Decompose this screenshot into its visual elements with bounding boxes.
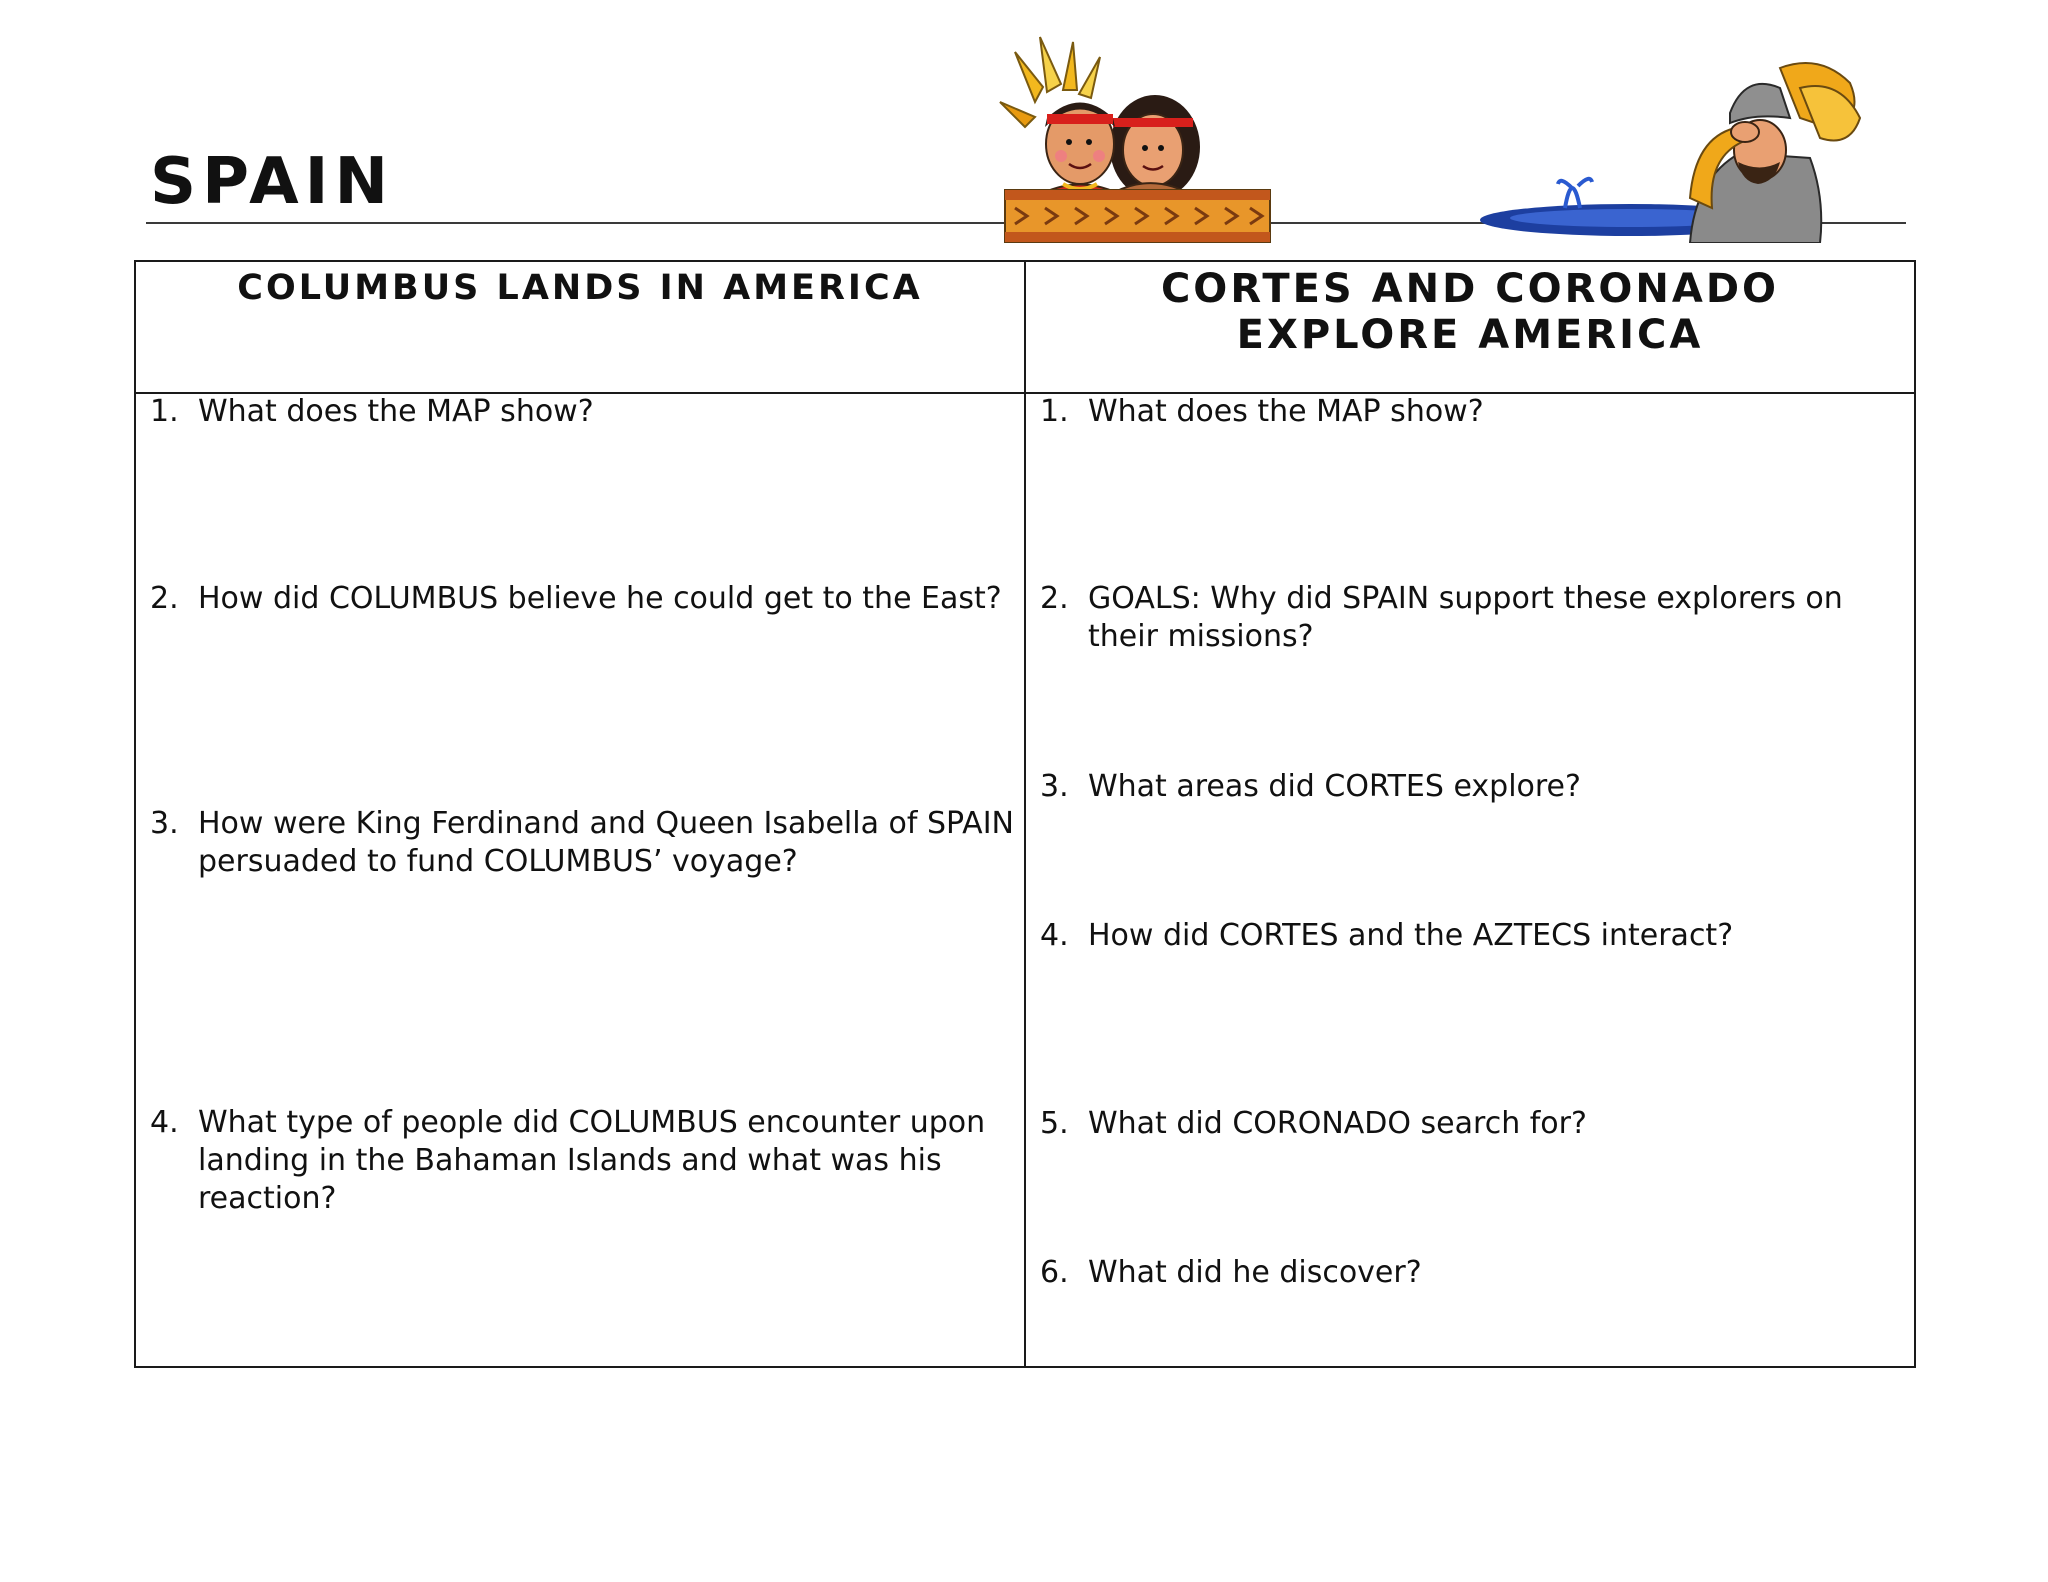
question-number: 4. — [1040, 918, 1069, 953]
patterned-blanket — [1005, 190, 1270, 242]
question-number: 1. — [150, 394, 179, 429]
question-text: What does the MAP show? — [1088, 394, 1484, 429]
left-column-heading: COLUMBUS LANDS IN AMERICA — [237, 268, 923, 308]
question-text: How did CORTES and the AZTECS interact? — [1088, 918, 1734, 953]
right-column-heading: CORTES AND CORONADO EXPLORE AMERICA — [1160, 266, 1780, 358]
question-number: 6. — [1040, 1255, 1069, 1290]
question-item — [150, 1104, 1014, 1218]
question-item — [150, 580, 1014, 618]
question-text: What did he discover? — [1088, 1255, 1422, 1290]
worksheet-table — [134, 260, 1916, 1368]
question-item — [1040, 917, 1904, 955]
question-number: 5. — [1040, 1106, 1069, 1141]
question-text: How were King Ferdinand and Queen Isabella of SPAIN persuaded to fund COLUMBUS’ voyage? — [198, 806, 1014, 879]
question-number: 1. — [1040, 394, 1069, 429]
question-number: 3. — [1040, 769, 1069, 804]
question-item — [1040, 393, 1904, 431]
question-text: What areas did CORTES explore? — [1088, 769, 1581, 804]
question-number: 3. — [150, 806, 179, 841]
question-item — [1040, 1254, 1904, 1292]
column-divider — [1024, 262, 1026, 1366]
question-text: What does the MAP show? — [198, 394, 594, 429]
question-text: GOALS: Why did SPAIN support these explorers on their missions? — [1088, 581, 1843, 654]
question-item — [1040, 580, 1904, 656]
question-item — [150, 805, 1014, 881]
page-title: SPAIN — [150, 145, 395, 219]
question-item — [150, 393, 1014, 431]
question-item — [1040, 1105, 1904, 1143]
question-number: 2. — [1040, 581, 1069, 616]
native-couple-illustration — [995, 32, 1280, 247]
explorer-illustration — [1480, 58, 1880, 243]
question-number: 4. — [150, 1105, 179, 1140]
question-number: 2. — [150, 581, 179, 616]
question-item — [1040, 768, 1904, 806]
question-text: What did CORONADO search for? — [1088, 1106, 1587, 1141]
question-text: What type of people did COLUMBUS encounter upon landing in the Bahaman Islands and what was his reaction? — [198, 1105, 986, 1216]
question-text: How did COLUMBUS believe he could get to the East? — [198, 581, 1002, 616]
